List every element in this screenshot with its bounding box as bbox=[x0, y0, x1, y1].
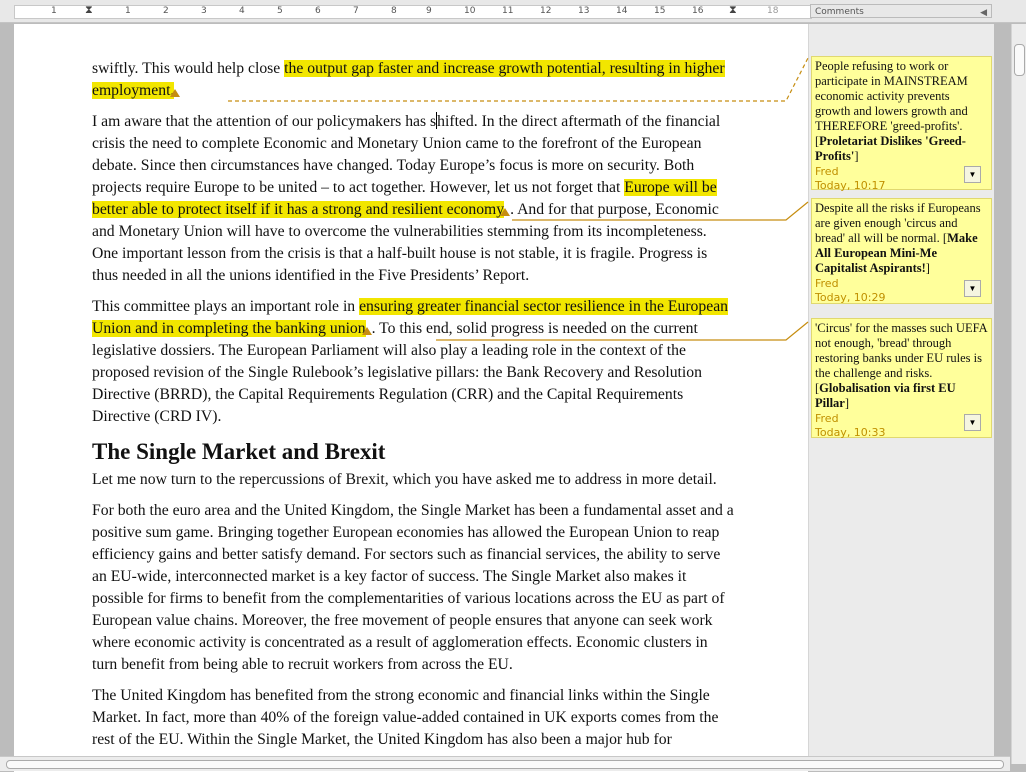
comment-anchor-icon bbox=[170, 89, 180, 97]
comment-note-1[interactable] bbox=[811, 56, 992, 190]
document-page[interactable] bbox=[14, 24, 808, 772]
horizontal-scrollbar-thumb[interactable] bbox=[6, 760, 1004, 769]
paragraph-4[interactable]: Let me now turn to the repercussions of Brexit, which you have asked me to address in more detail. bbox=[92, 471, 717, 488]
horizontal-scrollbar[interactable] bbox=[0, 756, 1010, 771]
comment-anchor-icon bbox=[362, 327, 372, 335]
ruler-number: 1 bbox=[125, 6, 131, 16]
comment-anchor-icon bbox=[500, 208, 510, 216]
ruler-number: 12 bbox=[540, 6, 552, 16]
ruler-number: 10 bbox=[464, 6, 476, 16]
comment-text: 'Circus' for the masses such UEFA not enough, 'bread' through restoring banks under EU rules is the challenge and risks. [Globalisation via first EU Pillar] bbox=[815, 321, 987, 410]
paragraph-text: . And for that purpose, Economic and Monetary Union will have to overcome the vulnerabilities stemming from its incompleteness. One important lesson from the crisis is that a half-built house is not stable, it is fragile. Progress is thus needed in all the unions identified in the Five Presidents’ Report. bbox=[92, 201, 719, 284]
comment-author: Fred bbox=[815, 277, 839, 290]
paragraph-text: I am aware that the attention of our policymakers has s bbox=[92, 113, 437, 130]
paragraph-3[interactable] bbox=[92, 296, 734, 428]
comment-menu-dropdown-icon[interactable]: ▼ bbox=[964, 280, 981, 297]
comment-note-2[interactable] bbox=[811, 198, 992, 304]
ruler-number: 11 bbox=[502, 6, 514, 16]
paragraph-text: hifted. In the direct aftermath of the financial crisis the need to complete Economic and Monetary Union came to the forefront of the European debate. Since then circumstances have changed. Today Europe’s focus is more on security. Both projects require Europe to be united – to act together. However, let us not forget that bbox=[92, 113, 721, 196]
section-heading[interactable]: The Single Market and Brexit bbox=[92, 439, 386, 464]
ruler-number: 15 bbox=[654, 6, 666, 16]
ruler-number: 14 bbox=[616, 6, 628, 16]
ruler-number: 7 bbox=[353, 6, 359, 16]
horizontal-ruler[interactable] bbox=[0, 0, 1026, 23]
comment-highlight-3[interactable]: ensuring greater financial sector resilience in the European Union and in completing the banking union bbox=[92, 298, 729, 337]
paragraph-text: swiftly. This would help close bbox=[92, 60, 285, 77]
comments-header bbox=[810, 4, 992, 18]
comment-date: Today, 10:33 bbox=[815, 426, 886, 439]
comment-date: Today, 10:29 bbox=[815, 291, 886, 304]
comment-menu-dropdown-icon[interactable]: ▼ bbox=[964, 166, 981, 183]
ruler-number: 16 bbox=[692, 6, 704, 16]
ruler-right-indent-marker-icon[interactable]: ⧗ bbox=[729, 3, 737, 16]
ruler-number: 18 bbox=[767, 6, 779, 16]
ruler-number: 3 bbox=[201, 6, 207, 16]
comment-text: People refusing to work or participate in MAINSTREAM economic activity prevents growth and lowers growth and THEREFORE 'greed-profits'. [Proletariat Dislikes 'Greed-Profits'] bbox=[815, 59, 968, 163]
paragraph-5[interactable]: For both the euro area and the United Kingdom, the Single Market has been a fundamental asset and a positive sum game. Bringing together European economies has allowed the European Union to reap efficiency gains and better satisfy demand. For sectors such as financial services, the ability to serve an EU-wide, interconnected market is a key factor of success. The Single Market also makes it possible for firms to benefit from the complementarities of various locations across the EU as part of European value chains. Moreover, the free movement of people ensures that anyone can seek work where economic activity is concentrated as a result of agglomeration effects. Economic clusters in turn benefit from being able to recruit workers from across the EU. bbox=[92, 502, 734, 673]
comments-sidebar bbox=[808, 24, 994, 764]
comment-text: Despite all the risks if Europeans are given enough 'circus and bread' all will be normal. [Make All European Mini-Me Capitalist Aspirants!] bbox=[815, 201, 981, 275]
ruler-strip[interactable] bbox=[14, 5, 812, 19]
comment-highlight-2[interactable]: Europe will be better able to protect itself if it has a strong and resilient economy bbox=[92, 179, 717, 218]
ruler-number: 5 bbox=[277, 6, 283, 16]
ruler-number: 8 bbox=[391, 6, 397, 16]
ruler-number: 1 bbox=[51, 6, 57, 16]
ruler-indent-marker-icon[interactable]: ⧗ bbox=[85, 3, 93, 16]
ruler-number: 9 bbox=[426, 6, 432, 16]
paragraph-6[interactable]: The United Kingdom has benefited from the strong economic and financial links within the Single Market. In fact, more than 40% of the foreign value-added contained in UK exports comes from the rest of the EU. Within the Single Market, the United Kingdom has also been a major hub for bbox=[92, 687, 719, 748]
ruler-number: 13 bbox=[578, 6, 590, 16]
comment-menu-dropdown-icon[interactable]: ▼ bbox=[964, 414, 981, 431]
vertical-scrollbar[interactable] bbox=[1011, 24, 1026, 764]
paragraph-text: . To this end, solid progress is needed on the current legislative dossiers. The European Parliament will also play a leading role in the context of the proposed revision of the Single Rulebook’s legislative pillars: the Bank Recovery and Resolution Directive (BRRD), the Capital Requirements Regulation (CRR) and the Capital Requirements Directive (CRD IV). bbox=[92, 320, 702, 425]
paragraph-1[interactable] bbox=[92, 58, 734, 102]
paragraph-text: This committee plays an important role in bbox=[92, 298, 360, 315]
vertical-scrollbar-thumb[interactable] bbox=[1014, 44, 1025, 76]
comment-note-3[interactable] bbox=[811, 318, 992, 438]
ruler-number: 2 bbox=[163, 6, 169, 16]
page-body[interactable] bbox=[92, 58, 734, 760]
ruler-number: 6 bbox=[315, 6, 321, 16]
comment-author: Fred bbox=[815, 165, 839, 178]
comment-highlight-1[interactable]: the output gap faster and increase growth potential, resulting in higher employment. bbox=[92, 60, 725, 99]
paragraph-2[interactable] bbox=[92, 111, 734, 287]
comment-date: Today, 10:17 bbox=[815, 179, 886, 192]
comments-header-title: Comments bbox=[815, 7, 864, 17]
ruler-number: 4 bbox=[239, 6, 245, 16]
comment-author: Fred bbox=[815, 412, 839, 425]
chevron-left-icon[interactable]: ◀ bbox=[980, 8, 987, 18]
